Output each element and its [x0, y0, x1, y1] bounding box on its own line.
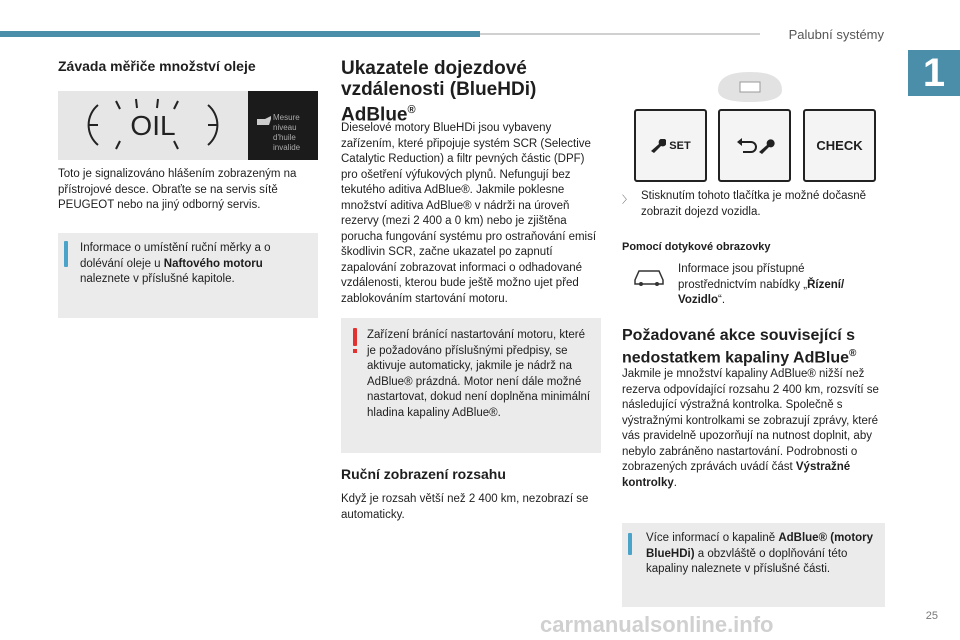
oil-gauge-text: Toto je signalizováno hlášením zobrazeným na přístrojové desce. Obraťte se na servis sítě PEUGEOT nebo na jiný odborný servis. [58, 168, 297, 211]
car-icon [632, 266, 666, 288]
range-body-text: Dieselové motory BlueHDi jsou vybaveny zařízením, které připojuje systém SCR (Selective Catalytic Reduction) a filtr pevných částic (DPF) pro ošetření výfukových plynů. Nefungují bez tekutého aditiva AdBlue®. Jakmile poklesne množství aditiva AdBlue® v nádrži na úroveň rezervy (mezi 2 400 a 0 km) nebo je zjištěna porucha fungování systému pro ostraňování emisí škodlivin SCR, začne ukazatel po zapnutí zapalování zobrazovat informaci o odhadované vzdálenosti, kterou bude ještě možno ujet před zablokováním startování motoru. [341, 122, 597, 305]
actions-text: Jakmile je množství kapaliny AdBlue® nižší než rezerva odpovídající rozsahu 2 400 km, rozsvítí se následující výstražná kontrolka. Společně s výstražnými kontrolkami se zobrazují zprávy, které vás pravidelně upozorňují na nutnost doplnit, aby nebylo zabráněno nastartování. Podrobnosti o zobrazených zprávách uvádí část Výstražné kontrolky. [622, 368, 879, 489]
touch-screen-title: Pomocí dotykové obrazovky [622, 241, 771, 253]
warning-icon [353, 328, 357, 346]
trip-reset-button[interactable] [718, 109, 791, 182]
info-text: Informace o umístění ruční měrky a o dolévání oleje u Naftového motoru naleznete v příslušné kapitole. [80, 242, 271, 285]
set-button[interactable]: SET [634, 109, 707, 182]
adblue-info-text: Více informací o kapalině AdBlue® (motory BlueHDi) a obzvláště o doplňování této kapaliny naleznete v příslušné části. [646, 532, 874, 575]
section-title-manual-range: Ruční zobrazení rozsahu [341, 466, 506, 482]
manual-range-text: Když je rozsah větší než 2 400 km, nezobrazí se automaticky. [341, 493, 589, 521]
bullet-icon: 〉 [622, 195, 632, 206]
page-number: 25 [925, 610, 938, 622]
chapter-title: Palubní systémy [788, 27, 884, 42]
header-rule [480, 33, 760, 35]
oil-can-icon [255, 115, 275, 129]
section-title-actions: Požadované akce související s nedostatkem kapaliny AdBlue® [622, 327, 857, 367]
watermark: carmanualsonline.info [540, 612, 774, 637]
warning-text: Zařízení bránící nastartování motoru, které je požadováno příslušnými předpisy, se aktivuje automaticky, jakmile je nádrž na AdBlue® prázdná. Motor není dále možné nastartovat, dokud není doplněna minimální hladina kapaliny AdBlue®. [367, 329, 591, 419]
oil-light-icon [58, 91, 248, 160]
info-box-dipstick [58, 233, 318, 318]
oil-warning-illustration [58, 91, 318, 160]
oil-message: Mesure niveau d'huile invalide [273, 113, 301, 152]
warning-box [341, 318, 601, 453]
section-title-oil-gauge: Závada měřiče množství oleje [58, 58, 256, 74]
press-button-text: Stisknutím tohoto tlačítka je možné dočasně zobrazit dojezd vozidla. [641, 190, 867, 218]
touch-screen-text: Informace jsou přístupné prostřednictvím nabídky „Řízení/ Vozidlo“. [678, 263, 845, 306]
chapter-number-tab: 1 [908, 50, 960, 96]
dashboard-illustration [714, 70, 786, 104]
section-title-range: Ukazatele dojezdové vzdálenosti (BlueHDi) AdBlue® [341, 58, 537, 126]
svg-text:OIL: OIL [130, 110, 176, 141]
trip-reset-icon [735, 136, 775, 156]
wrench-icon [650, 139, 666, 153]
info-icon [628, 533, 632, 555]
check-button[interactable]: CHECK [803, 109, 876, 182]
info-box-adblue [622, 523, 885, 607]
header-accent-bar [0, 31, 480, 37]
info-icon [64, 241, 68, 267]
